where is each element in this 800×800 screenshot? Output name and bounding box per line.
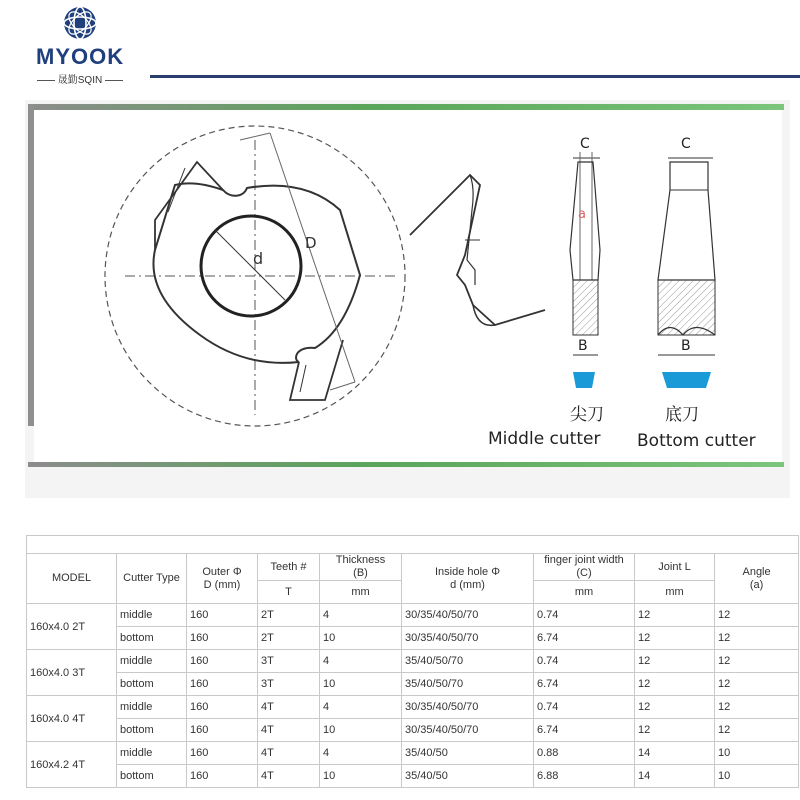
type-cell: middle: [117, 604, 187, 627]
inside-cell: 35/40/50/70: [402, 650, 534, 673]
middle-c-label: C: [580, 136, 590, 152]
table-top-spacer: [27, 536, 799, 554]
finger-cell: 6.74: [534, 719, 635, 742]
header-angle: Angle (a): [715, 554, 799, 604]
bottom-cutter-en: Bottom cutter: [637, 431, 756, 451]
type-cell: bottom: [117, 673, 187, 696]
thickness-cell: 10: [320, 719, 402, 742]
joint-cell: 12: [635, 650, 715, 673]
header-joint-l: Joint L: [635, 554, 715, 581]
teeth-cell: 4T: [258, 742, 320, 765]
header-teeth: Teeth #: [258, 554, 320, 581]
middle-cutter-zh: 尖刀: [570, 405, 604, 425]
thickness-cell: 10: [320, 765, 402, 788]
inside-cell: 35/40/50: [402, 742, 534, 765]
thickness-cell: 4: [320, 696, 402, 719]
table-row: [27, 765, 799, 788]
bottom-b-label: B: [681, 338, 691, 354]
joint-cell: 14: [635, 765, 715, 788]
header-inside-hole: Inside hole Φ d (mm): [402, 554, 534, 604]
type-cell: middle: [117, 650, 187, 673]
angle-cell: 12: [715, 696, 799, 719]
thickness-cell: 4: [320, 742, 402, 765]
unit-teeth: T: [258, 581, 320, 604]
inside-cell: 30/35/40/50/70: [402, 719, 534, 742]
finger-cell: 0.74: [534, 604, 635, 627]
outer-cell: 160: [187, 765, 258, 788]
angle-cell: 12: [715, 719, 799, 742]
brand-name: MYOOK: [36, 44, 125, 69]
inside-cell: 30/35/40/50/70: [402, 627, 534, 650]
model-cell: 160x4.0 4T: [27, 696, 117, 742]
finger-cell: 6.74: [534, 627, 635, 650]
model-cell: 160x4.0 2T: [27, 604, 117, 650]
inside-cell: 30/35/40/50/70: [402, 696, 534, 719]
inside-cell: 35/40/50/70: [402, 673, 534, 696]
joint-cell: 12: [635, 696, 715, 719]
joint-cell: 12: [635, 627, 715, 650]
outer-cell: 160: [187, 742, 258, 765]
finger-cell: 0.74: [534, 696, 635, 719]
angle-cell: 12: [715, 673, 799, 696]
header-divider: [150, 75, 800, 78]
cutter-diagram: [25, 100, 790, 498]
teeth-cell: 2T: [258, 604, 320, 627]
joint-cell: 14: [635, 742, 715, 765]
finger-cell: 6.88: [534, 765, 635, 788]
bottom-c-label: C: [681, 136, 691, 152]
type-cell: bottom: [117, 719, 187, 742]
outer-cell: 160: [187, 604, 258, 627]
spec-table-body: [27, 604, 799, 788]
unit-thickness: mm: [320, 581, 402, 604]
header-model: MODEL: [27, 554, 117, 604]
table-header-row: [27, 554, 799, 581]
outer-cell: 160: [187, 673, 258, 696]
inside-cell: 30/35/40/50/70: [402, 604, 534, 627]
outer-cell: 160: [187, 696, 258, 719]
model-cell: 160x4.0 3T: [27, 650, 117, 696]
globe-logo-icon: [62, 5, 98, 41]
angle-cell: 10: [715, 765, 799, 788]
joint-cell: 12: [635, 673, 715, 696]
model-cell: 160x4.2 4T: [27, 742, 117, 788]
type-cell: bottom: [117, 627, 187, 650]
teeth-cell: 3T: [258, 650, 320, 673]
joint-cell: 12: [635, 604, 715, 627]
diameter-d-label: d: [253, 249, 264, 268]
thickness-cell: 4: [320, 604, 402, 627]
table-row: [27, 742, 799, 765]
angle-cell: 12: [715, 627, 799, 650]
outer-cell: 160: [187, 650, 258, 673]
angle-a-label: a: [578, 207, 586, 222]
spec-table-container: [26, 535, 800, 800]
page-header: [0, 0, 800, 100]
thickness-cell: 10: [320, 627, 402, 650]
type-cell: bottom: [117, 765, 187, 788]
finger-cell: 0.88: [534, 742, 635, 765]
header-thickness: Thickness (B): [320, 554, 402, 581]
table-row: [27, 604, 799, 627]
finger-cell: 0.74: [534, 650, 635, 673]
outer-cell: 160: [187, 719, 258, 742]
middle-cutter-en: Middle cutter: [488, 429, 601, 449]
diameter-D-label: D: [305, 234, 317, 252]
teeth-cell: 4T: [258, 719, 320, 742]
table-row: [27, 719, 799, 742]
type-cell: middle: [117, 742, 187, 765]
thickness-cell: 10: [320, 673, 402, 696]
type-cell: middle: [117, 696, 187, 719]
angle-cell: 12: [715, 604, 799, 627]
bottom-cutter-zh: 底刀: [665, 405, 699, 425]
angle-cell: 12: [715, 650, 799, 673]
unit-finger: mm: [534, 581, 635, 604]
middle-b-label: B: [578, 338, 588, 354]
angle-cell: 10: [715, 742, 799, 765]
header-cutter-type: Cutter Type: [117, 554, 187, 604]
teeth-cell: 4T: [258, 696, 320, 719]
spec-table: [26, 535, 799, 788]
table-row: [27, 627, 799, 650]
unit-joint: mm: [635, 581, 715, 604]
table-row: [27, 650, 799, 673]
finger-cell: 6.74: [534, 673, 635, 696]
teeth-cell: 4T: [258, 765, 320, 788]
teeth-cell: 2T: [258, 627, 320, 650]
outer-cell: 160: [187, 627, 258, 650]
middle-cutter-swatch: [573, 372, 595, 388]
thickness-cell: 4: [320, 650, 402, 673]
table-row: [27, 696, 799, 719]
bottom-cutter-swatch: [662, 372, 711, 388]
inside-cell: 35/40/50: [402, 765, 534, 788]
teeth-cell: 3T: [258, 673, 320, 696]
header-finger-joint: finger joint width (C): [534, 554, 635, 581]
brand-subtitle: 晟勤SQIN: [30, 71, 130, 86]
table-row: [27, 673, 799, 696]
header-outer: Outer Φ D (mm): [187, 554, 258, 604]
joint-cell: 12: [635, 719, 715, 742]
